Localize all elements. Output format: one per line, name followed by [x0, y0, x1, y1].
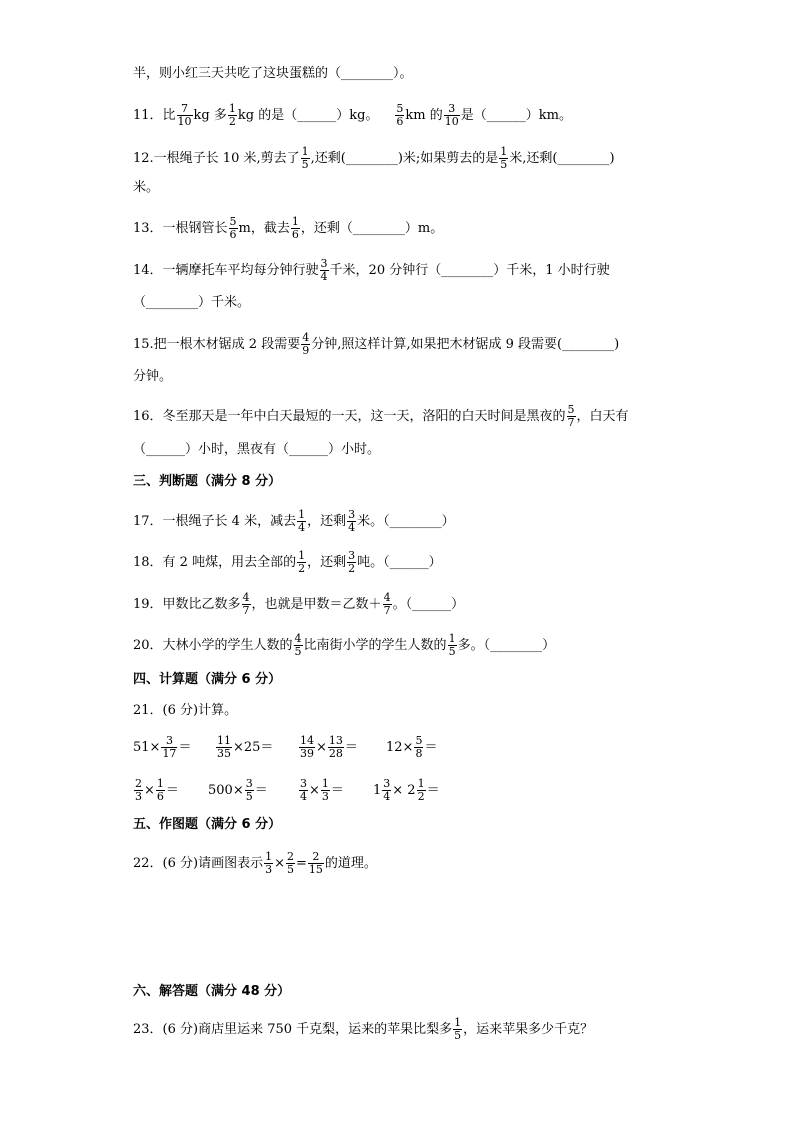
q23-text-b: ，运来苹果多少千克？: [463, 1021, 594, 1037]
denominator: 5: [287, 863, 294, 876]
denominator: 4: [383, 790, 391, 803]
fraction: [297, 509, 306, 534]
denominator: 10: [177, 115, 192, 128]
q22-text-a: 22．(6 分)请画图表示: [133, 855, 264, 871]
denominator: 3: [321, 790, 329, 803]
numerator: 3: [383, 777, 391, 790]
math-text: 500×: [208, 782, 244, 798]
math-text: ＝: [344, 739, 358, 755]
denominator: 5: [500, 158, 508, 171]
math-text: ＝: [254, 782, 268, 798]
denominator: 17: [162, 747, 177, 760]
numerator: 2: [287, 850, 294, 863]
numerator: 3: [348, 549, 356, 562]
math-text: ×25＝: [233, 739, 274, 755]
q20-text-b: 比南街小学的学生人数的: [303, 637, 447, 653]
denominator: 6: [156, 790, 164, 803]
fraction: [294, 633, 303, 658]
fraction: [229, 216, 238, 241]
calc-item: [298, 735, 386, 760]
question-16-continuation: [133, 440, 693, 460]
section-heading-judgment: [133, 472, 693, 492]
math-text: × 2: [392, 782, 416, 798]
denominator: 15: [308, 863, 323, 876]
q16-text-cont: （______）小时，黑夜有（______）小时。: [133, 442, 381, 457]
q17-text-c: 米。（________）: [357, 513, 455, 529]
section-6-title: 六、解答题（满分 48 分）: [133, 984, 291, 999]
fraction: [453, 1017, 462, 1042]
fraction: [297, 550, 306, 575]
q15-text-cont: 分钟。: [133, 369, 173, 384]
math-text: ×: [144, 782, 155, 798]
q15-text-a: 15.把一根木材锯成 2 段需要: [133, 336, 301, 352]
q11-text-e: 是（______）km。: [460, 107, 572, 123]
math-text: 12×: [386, 739, 414, 755]
fraction: [444, 103, 460, 128]
math-text: =: [296, 855, 307, 871]
math-text: ＝: [178, 739, 192, 755]
section-heading-calculation: [133, 670, 693, 690]
q13-text-c: ，还剩（________）m。: [300, 220, 444, 236]
q11-text-b: kg 多: [193, 107, 227, 123]
q15-text-b: 分钟,照这样计算,如果把木材锯成 9 段需要(________): [311, 336, 620, 352]
q10-text: 半，则小红三天共吃了这块蛋糕的（________）。: [133, 66, 413, 81]
question-13: [133, 216, 693, 241]
numerator: 2: [312, 850, 320, 863]
section-5-title: 五、作图题（满分 6 分）: [133, 817, 282, 832]
denominator: 4: [300, 790, 307, 803]
numerator: 4: [383, 591, 391, 604]
numerator: 3: [245, 777, 253, 790]
numerator: 4: [242, 591, 250, 604]
calc-row-1: [133, 735, 693, 760]
question-22: [133, 851, 693, 876]
numerator: 4: [302, 331, 310, 344]
numerator: 5: [415, 734, 423, 747]
question-15: [133, 332, 693, 357]
denominator: 4: [348, 521, 356, 534]
denominator: 6: [291, 228, 299, 241]
question-20: [133, 633, 693, 658]
question-14-continuation: [133, 293, 693, 313]
q13-text-b: m，截去: [238, 220, 290, 236]
denominator: 8: [415, 747, 423, 760]
numerator: 1: [454, 1016, 462, 1029]
denominator: 5: [294, 645, 302, 658]
fraction: [347, 550, 356, 575]
q18-text-c: 吨。（______）: [357, 554, 442, 570]
q18-text-b: ，还剩: [307, 554, 347, 570]
q14-text-b: 千米，20 分钟行（________）千米，1 小时行驶: [329, 262, 610, 278]
denominator: 4: [298, 521, 306, 534]
calc-item: [133, 735, 215, 760]
q11-text-d: km 的: [405, 107, 443, 123]
numerator: 5: [567, 403, 575, 416]
denominator: 3: [265, 863, 273, 876]
question-16: [133, 404, 693, 429]
numerator: 3: [165, 734, 173, 747]
question-11: [133, 103, 693, 128]
numerator: 3: [448, 102, 456, 115]
question-17: [133, 509, 693, 534]
numerator: 1: [298, 508, 306, 521]
denominator: 6: [396, 115, 404, 128]
fraction: [291, 216, 300, 241]
numerator: 1: [301, 145, 309, 158]
q12-text-c: 米,还剩(________): [509, 150, 615, 166]
fraction: [347, 509, 356, 534]
calc-item: [298, 778, 373, 803]
math-text: ＝: [330, 782, 344, 798]
math-text: ×: [316, 739, 327, 755]
q17-text-b: ，还剩: [307, 513, 347, 529]
question-21-title: [133, 701, 693, 721]
fraction: [308, 851, 324, 876]
q12-text-b: ,还剩(________)米;如果剪去的是: [310, 150, 499, 166]
q18-text-a: 18．有 2 吨煤，用去全部的: [133, 554, 297, 570]
fraction: [177, 103, 193, 128]
q22-text-b: 的道理。: [324, 855, 377, 871]
fraction: [228, 103, 237, 128]
numerator: 1: [448, 632, 456, 645]
calc-item: [208, 778, 298, 803]
numerator: 3: [300, 777, 307, 790]
section-4-title: 四、计算题（满分 6 分）: [133, 672, 282, 687]
math-text: ×: [309, 782, 320, 798]
denominator: 39: [300, 747, 314, 760]
calc-item: [373, 778, 440, 803]
denominator: 2: [228, 115, 236, 128]
denominator: 5: [301, 158, 309, 171]
math-text: ×: [274, 855, 285, 871]
denominator: 4: [320, 270, 328, 283]
question-23: [133, 1017, 693, 1042]
numerator: 14: [300, 734, 314, 747]
denominator: 7: [242, 604, 250, 617]
numerator: 7: [181, 102, 189, 115]
numerator: 5: [396, 102, 404, 115]
q11-text-a: 11．比: [133, 107, 176, 123]
denominator: 9: [302, 344, 310, 357]
numerator: 1: [156, 777, 164, 790]
fraction: [395, 103, 404, 128]
question-12: [133, 146, 693, 171]
question-19: [133, 592, 693, 617]
fraction: [448, 633, 457, 658]
question-15-continuation: [133, 367, 693, 387]
numerator: 13: [328, 734, 343, 747]
section-heading-drawing: [133, 815, 693, 835]
q19-text-c: 。（______）: [392, 596, 465, 612]
numerator: 1: [321, 777, 329, 790]
q21-text: 21．(6 分)计算。: [133, 703, 238, 718]
denominator: 28: [328, 747, 343, 760]
q16-text-b: ，白天有: [576, 408, 629, 424]
q12-text-a: 12.一根绳子长 10 米,剪去了: [133, 150, 300, 166]
numerator: 2: [135, 777, 142, 790]
fraction: [242, 592, 251, 617]
fraction: [499, 146, 508, 171]
denominator: 10: [444, 115, 459, 128]
math-text: 51×: [133, 739, 161, 755]
fraction: [286, 851, 295, 876]
numerator: 1: [500, 145, 508, 158]
denominator: 6: [229, 228, 237, 241]
q12-text-cont: 米。: [133, 180, 160, 195]
q14-text-cont: （________）千米。: [133, 295, 251, 310]
q17-text-a: 17．一根绳子长 4 米，减去: [133, 513, 297, 529]
question-10-continuation: [133, 64, 693, 84]
fraction: [567, 404, 576, 429]
fraction: [301, 332, 310, 357]
numerator: 4: [294, 632, 302, 645]
denominator: 35: [217, 747, 231, 760]
q11-text-c: kg 的是（______）kg。: [237, 107, 379, 123]
question-12-continuation: [133, 178, 693, 198]
math-text: ＝: [426, 782, 440, 798]
numerator: 1: [298, 549, 306, 562]
denominator: 2: [417, 790, 425, 803]
denominator: 5: [454, 1029, 462, 1042]
q13-text-a: 13．一根钢管长: [133, 220, 228, 236]
numerator: 1: [291, 215, 299, 228]
q16-text-a: 16．冬至那天是一年中白天最短的一天，这一天，洛阳的白天时间是黑夜的: [133, 408, 566, 424]
math-text: ＝: [165, 782, 179, 798]
q20-text-c: 多。（________）: [457, 637, 556, 653]
calc-item: [386, 735, 437, 760]
numerator: 3: [320, 257, 328, 270]
denominator: 2: [348, 562, 356, 575]
fraction: [383, 592, 392, 617]
denominator: 2: [298, 562, 306, 575]
numerator: 5: [229, 215, 237, 228]
numerator: 1: [265, 850, 273, 863]
section-heading-answer: [133, 982, 693, 1002]
denominator: 5: [448, 645, 456, 658]
numerator: 1: [417, 777, 425, 790]
fraction: [301, 146, 310, 171]
denominator: 7: [383, 604, 391, 617]
section-3-title: 三、判断题（满分 8 分）: [133, 474, 282, 489]
calc-item: [215, 735, 298, 760]
numerator: 11: [217, 734, 231, 747]
question-14: [133, 258, 693, 283]
calc-row-2: [133, 778, 693, 803]
q20-text-a: 20．大林小学的学生人数的: [133, 637, 293, 653]
calc-item: [133, 778, 208, 803]
math-text: ＝: [424, 739, 438, 755]
numerator: 3: [348, 508, 356, 521]
q19-text-a: 19．甲数比乙数多: [133, 596, 241, 612]
denominator: 5: [245, 790, 253, 803]
q14-text-a: 14．一辆摩托车平均每分钟行驶: [133, 262, 319, 278]
q23-text-a: 23．(6 分)商店里运来 750 千克梨，运来的苹果比梨多: [133, 1021, 453, 1037]
q19-text-b: ，也就是甲数＝乙数＋: [251, 596, 382, 612]
math-text: 1: [373, 782, 382, 798]
denominator: 7: [567, 416, 575, 429]
numerator: 1: [228, 102, 236, 115]
fraction: [320, 258, 329, 283]
fraction: [264, 851, 273, 876]
denominator: 3: [135, 790, 142, 803]
question-18: [133, 550, 693, 575]
